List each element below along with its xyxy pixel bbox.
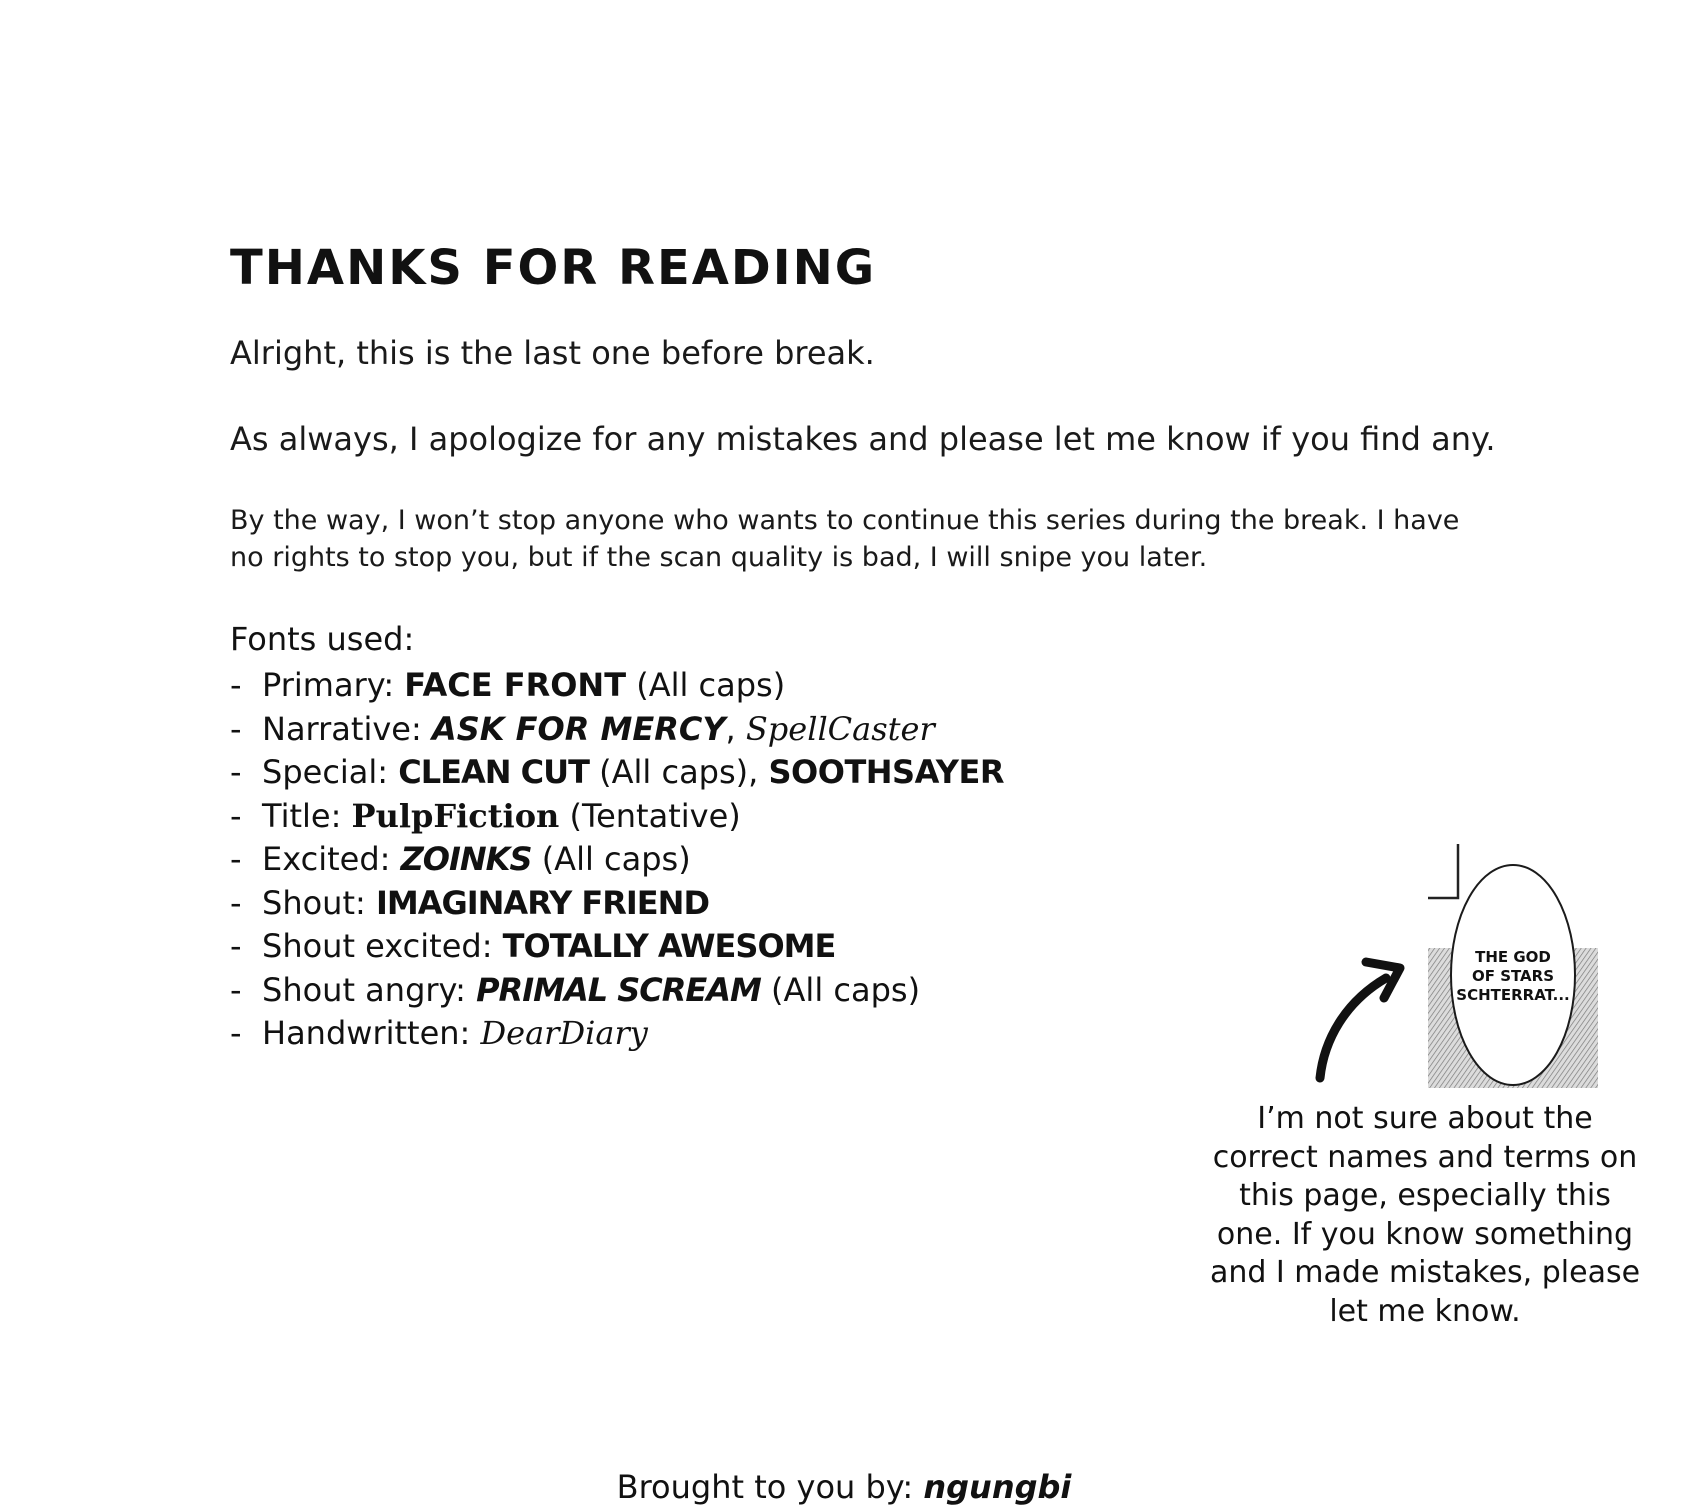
font-label: Title:: [262, 796, 352, 835]
list-dash: -: [230, 709, 242, 748]
list-dash: -: [230, 970, 242, 1009]
font-item-handwritten: [230, 1012, 1004, 1056]
list-dash: -: [230, 753, 242, 791]
font-note: (All caps): [760, 970, 921, 1009]
fonts-heading: Fonts used:: [230, 620, 415, 658]
list-dash: -: [230, 883, 242, 922]
arrow-icon: [1320, 962, 1400, 1078]
font-separator: ,: [725, 709, 746, 748]
font-item-excited: [230, 838, 1004, 882]
font-name: PulpFiction: [351, 796, 560, 835]
font-name-secondary: SOOTHSAYER: [768, 753, 1004, 791]
credits-author: ngungbi: [923, 1468, 1072, 1506]
font-item-title: [230, 795, 1004, 839]
font-name: FACE FRONT: [404, 666, 627, 704]
font-label: Shout:: [262, 883, 376, 922]
font-label: Excited:: [262, 840, 401, 878]
font-item-shout-angry: [230, 969, 1004, 1013]
font-name: DearDiary: [480, 1014, 648, 1052]
font-item-shout-excited: [230, 925, 1004, 969]
font-item-narrative: [230, 708, 1004, 752]
font-label: Primary:: [262, 666, 405, 704]
font-name: PRIMAL SCREAM: [476, 970, 761, 1009]
list-dash: -: [230, 840, 242, 878]
font-name-secondary: SpellCaster: [745, 709, 935, 748]
font-label: Special:: [262, 753, 399, 791]
font-note: (All caps),: [588, 753, 769, 791]
bubble-line: OF STARS: [1471, 967, 1555, 985]
font-note: (Tentative): [559, 796, 741, 835]
font-name: ZOINKS: [400, 840, 532, 878]
font-label: Shout excited:: [262, 927, 503, 965]
font-list: [230, 664, 1004, 1056]
font-label: Shout angry:: [262, 970, 477, 1009]
font-name: TOTALLY AWESOME: [502, 927, 836, 965]
uncertainty-note: I’m not sure about the correct names and terms on this page, especially this one. If you know something and I made mistakes, please let me know.: [1209, 1101, 1641, 1329]
font-name: IMAGINARY FRIEND: [375, 883, 709, 922]
bubble-line: SCHTERRAT...: [1456, 986, 1570, 1004]
list-dash: -: [230, 796, 242, 835]
bubble-line: THE GOD: [1475, 948, 1551, 966]
font-item-shout: [230, 882, 1004, 926]
font-item-special: [230, 751, 1004, 795]
panel-corner: [1428, 844, 1458, 898]
intro-paragraph: Alright, this is the last one before break.: [230, 334, 875, 372]
manga-panel-excerpt: [1300, 840, 1600, 1100]
panel-illustration: [1300, 840, 1600, 1100]
list-dash: -: [230, 927, 242, 965]
apology-paragraph: As always, I apologize for any mistakes and please let me know if you find any.: [230, 420, 1496, 458]
credits-footer: [0, 1468, 1688, 1506]
font-note: (All caps): [531, 840, 691, 878]
break-note-paragraph: By the way, I won’t stop anyone who wants to continue this series during the break. I have no rights to stop you, but if the scan quality is bad, I will snipe you later.: [230, 505, 1460, 573]
font-label: Narrative:: [262, 709, 432, 748]
font-note: (All caps): [626, 666, 786, 704]
credits-prefix: Brought to you by:: [616, 1468, 924, 1506]
list-dash: -: [230, 666, 242, 704]
font-label: Handwritten:: [262, 1014, 481, 1052]
font-name: CLEAN CUT: [398, 753, 589, 791]
list-dash: -: [230, 1014, 242, 1052]
font-name: ASK FOR MERCY: [431, 709, 726, 748]
font-item-primary: [230, 664, 1004, 708]
page-title: THANKS FOR READING: [230, 240, 877, 296]
